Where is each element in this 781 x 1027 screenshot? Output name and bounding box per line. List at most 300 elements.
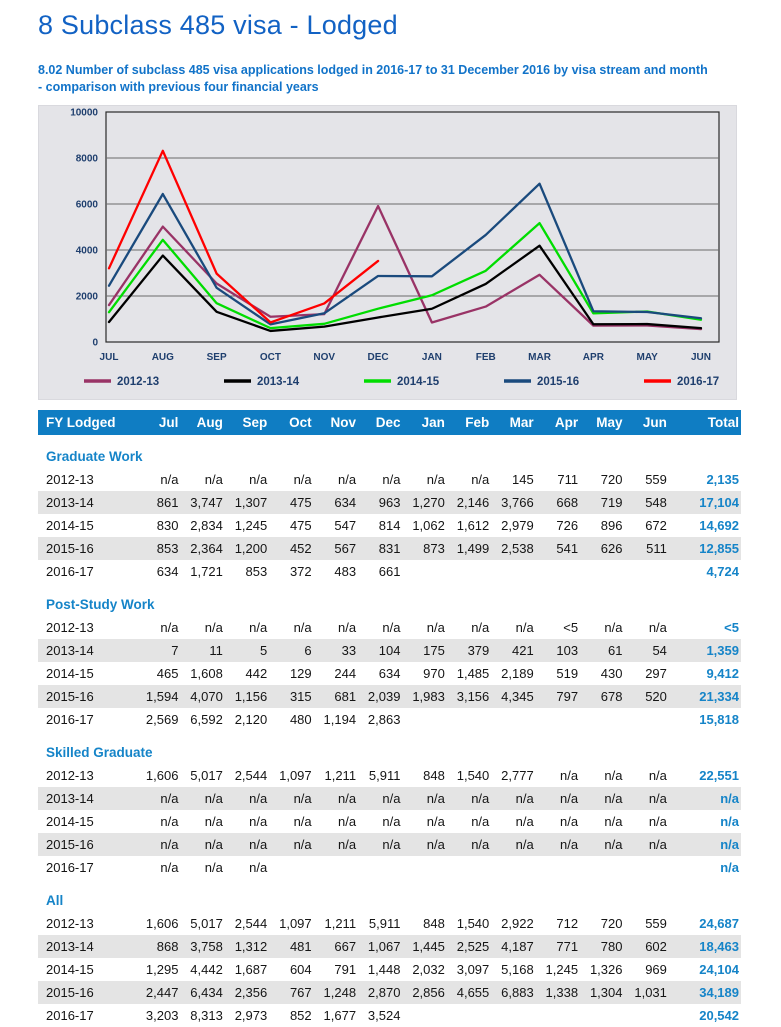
value-cell: n/a xyxy=(204,790,223,806)
column-header-oct: Oct xyxy=(275,410,319,435)
value-cell: 1,312 xyxy=(234,938,268,954)
total-cell: n/a xyxy=(720,836,739,852)
total-cell: 20,542 xyxy=(699,1007,739,1023)
value-cell: n/a xyxy=(382,813,401,829)
value-cell: 315 xyxy=(289,688,312,704)
value-cell: n/a xyxy=(382,619,401,635)
fy-cell: 2014-15 xyxy=(46,517,94,533)
value-cell: 104 xyxy=(378,642,401,658)
value-cell: 720 xyxy=(600,471,623,487)
x-axis-tick: OCT xyxy=(259,351,282,363)
fy-cell: 2012-13 xyxy=(46,619,94,635)
value-cell: n/a xyxy=(515,790,534,806)
fy-cell: 2013-14 xyxy=(46,938,94,954)
value-cell: n/a xyxy=(648,836,667,852)
value-cell: n/a xyxy=(382,790,401,806)
value-cell: 604 xyxy=(289,961,312,977)
x-axis-tick: SEP xyxy=(206,351,227,363)
value-cell: 634 xyxy=(334,494,357,510)
value-cell: 520 xyxy=(645,688,667,704)
table-row xyxy=(38,491,741,514)
value-cell: 1,677 xyxy=(323,1007,357,1023)
value-cell: 2,189 xyxy=(501,665,534,681)
value-cell xyxy=(631,856,675,879)
value-cell xyxy=(586,560,630,583)
value-cell: n/a xyxy=(337,836,357,852)
value-cell: 963 xyxy=(378,494,401,510)
column-header-dec: Dec xyxy=(364,410,408,435)
value-cell: 1,245 xyxy=(545,961,579,977)
value-cell: n/a xyxy=(515,619,534,635)
value-cell: 2,544 xyxy=(234,767,268,783)
total-cell: 15,818 xyxy=(699,711,739,727)
value-cell: 873 xyxy=(423,540,445,556)
value-cell: 1,200 xyxy=(234,540,268,556)
value-cell: 1,612 xyxy=(456,517,490,533)
value-cell: n/a xyxy=(249,619,268,635)
value-cell: n/a xyxy=(160,471,179,487)
value-cell: 5,911 xyxy=(368,915,401,931)
value-cell: 853 xyxy=(245,563,268,579)
table-row xyxy=(38,616,741,639)
value-cell: n/a xyxy=(471,471,490,487)
value-cell: 421 xyxy=(511,642,534,658)
value-cell xyxy=(408,708,452,731)
value-cell: 848 xyxy=(423,915,445,931)
value-cell: 602 xyxy=(645,938,667,954)
fy-cell: 2015-16 xyxy=(46,540,94,556)
value-cell: 3,097 xyxy=(456,961,490,977)
value-cell: n/a xyxy=(382,836,401,852)
y-axis-tick: 0 xyxy=(92,337,98,349)
value-cell: 297 xyxy=(645,665,667,681)
value-cell: n/a xyxy=(560,790,579,806)
value-cell: 667 xyxy=(334,938,357,954)
value-cell: 726 xyxy=(556,517,579,533)
value-cell: 2,973 xyxy=(234,1007,268,1023)
value-cell: n/a xyxy=(337,619,357,635)
value-cell xyxy=(320,856,364,879)
value-cell: 7 xyxy=(171,642,179,658)
value-cell: 853 xyxy=(156,540,179,556)
x-axis-tick: AUG xyxy=(151,351,174,363)
section-row xyxy=(38,731,741,764)
section-row xyxy=(38,879,741,912)
value-cell: 4,070 xyxy=(190,688,223,704)
value-cell: n/a xyxy=(160,859,179,875)
value-cell: 4,345 xyxy=(501,688,534,704)
column-header-nov: Nov xyxy=(320,410,364,435)
value-cell: 780 xyxy=(600,938,623,954)
value-cell: <5 xyxy=(563,619,579,635)
value-cell: n/a xyxy=(160,813,179,829)
lodged-table-body xyxy=(38,435,741,1027)
value-cell: n/a xyxy=(648,790,667,806)
value-cell: 791 xyxy=(334,961,357,977)
value-cell xyxy=(497,708,541,731)
value-cell: 1,448 xyxy=(367,961,401,977)
fy-cell: 2012-13 xyxy=(46,915,94,931)
value-cell: n/a xyxy=(160,836,179,852)
value-cell: n/a xyxy=(204,836,223,852)
value-cell: n/a xyxy=(471,790,490,806)
value-cell: 3,156 xyxy=(456,688,490,704)
value-cell: 1,687 xyxy=(234,961,268,977)
value-cell: n/a xyxy=(560,813,579,829)
value-cell: 511 xyxy=(646,540,667,556)
value-cell: 1,594 xyxy=(145,688,179,704)
value-cell: n/a xyxy=(604,619,623,635)
table-row xyxy=(38,764,741,787)
value-cell: 372 xyxy=(289,563,312,579)
value-cell: 465 xyxy=(156,665,179,681)
value-cell: n/a xyxy=(249,813,268,829)
y-axis-tick: 2000 xyxy=(75,291,98,303)
value-cell: 868 xyxy=(156,938,179,954)
section-title: All xyxy=(38,879,741,912)
value-cell: 719 xyxy=(600,494,623,510)
value-cell: 452 xyxy=(289,540,312,556)
fy-cell: 2012-13 xyxy=(46,767,94,783)
value-cell: 475 xyxy=(289,494,312,510)
total-cell: 24,687 xyxy=(699,915,739,931)
legend-label-2015-16: 2015-16 xyxy=(537,375,580,388)
value-cell: n/a xyxy=(204,471,223,487)
value-cell: n/a xyxy=(426,790,445,806)
value-cell: 1,031 xyxy=(634,984,667,1000)
legend-label-2012-13: 2012-13 xyxy=(117,375,160,388)
value-cell: 2,856 xyxy=(412,984,445,1000)
total-cell: n/a xyxy=(720,813,739,829)
value-cell xyxy=(275,856,319,879)
value-cell: 634 xyxy=(156,563,179,579)
value-cell: 3,203 xyxy=(145,1007,179,1023)
value-cell: n/a xyxy=(515,836,534,852)
value-cell xyxy=(497,856,541,879)
value-cell xyxy=(453,1004,497,1027)
value-cell: n/a xyxy=(426,813,445,829)
value-cell: n/a xyxy=(471,619,490,635)
value-cell: 11 xyxy=(209,642,223,658)
table-row xyxy=(38,514,741,537)
section-title: Post-Study Work xyxy=(38,583,741,616)
value-cell: 2,870 xyxy=(367,984,401,1000)
value-cell xyxy=(497,560,541,583)
value-cell: 2,120 xyxy=(234,711,268,727)
value-cell xyxy=(453,560,497,583)
value-cell: 2,356 xyxy=(234,984,268,1000)
value-cell: n/a xyxy=(249,790,268,806)
figure-caption: 8.02 Number of subclass 485 visa applications lodged in 2016-17 to 31 December 2016 by visa stream and month - comparison with previous four financial years xyxy=(38,63,708,94)
table-row xyxy=(38,810,741,833)
value-cell: 830 xyxy=(156,517,179,533)
column-header-feb: Feb xyxy=(453,410,497,435)
value-cell: 145 xyxy=(511,471,534,487)
x-axis-tick: JUN xyxy=(690,351,712,363)
total-cell: 1,359 xyxy=(706,642,739,658)
fy-cell: 2014-15 xyxy=(46,961,94,977)
value-cell: 711 xyxy=(557,471,579,487)
value-cell: 661 xyxy=(378,563,401,579)
value-cell: 2,364 xyxy=(190,540,223,556)
value-cell: 681 xyxy=(334,688,357,704)
value-cell: 430 xyxy=(600,665,623,681)
column-header-jul: Jul xyxy=(142,410,186,435)
value-cell: 1,211 xyxy=(324,767,357,783)
value-cell: 1,194 xyxy=(323,711,357,727)
value-cell xyxy=(453,856,497,879)
table-row xyxy=(38,662,741,685)
total-cell: 14,692 xyxy=(699,517,739,533)
table-row xyxy=(38,468,741,491)
fy-cell: 2013-14 xyxy=(46,642,94,658)
fy-cell: 2015-16 xyxy=(46,836,94,852)
legend-label-2013-14: 2013-14 xyxy=(257,375,300,388)
value-cell: 1,499 xyxy=(456,540,490,556)
column-header-jun: Jun xyxy=(631,410,675,435)
value-cell: 2,777 xyxy=(501,767,534,783)
total-cell: 17,104 xyxy=(699,494,739,510)
value-cell: 2,979 xyxy=(501,517,534,533)
total-cell: 34,189 xyxy=(699,984,739,1000)
value-cell: 6,883 xyxy=(501,984,534,1000)
value-cell: 712 xyxy=(556,915,579,931)
value-cell: n/a xyxy=(426,471,445,487)
total-cell: 12,855 xyxy=(699,540,739,556)
value-cell: 848 xyxy=(423,767,445,783)
table-row xyxy=(38,958,741,981)
value-cell: 2,039 xyxy=(367,688,401,704)
value-cell xyxy=(453,708,497,731)
value-cell: n/a xyxy=(293,619,312,635)
table-row xyxy=(38,833,741,856)
value-cell: 896 xyxy=(600,517,623,533)
total-cell: 24,104 xyxy=(699,961,739,977)
legend-label-2014-15: 2014-15 xyxy=(397,375,440,388)
value-cell: 2,146 xyxy=(456,494,490,510)
value-cell: n/a xyxy=(471,813,490,829)
table-row xyxy=(38,787,741,810)
value-cell: 2,447 xyxy=(145,984,179,1000)
value-cell: n/a xyxy=(160,790,179,806)
value-cell: 519 xyxy=(556,665,579,681)
value-cell xyxy=(364,856,408,879)
value-cell: 547 xyxy=(334,517,357,533)
value-cell: 1,721 xyxy=(190,563,223,579)
value-cell: 2,834 xyxy=(190,517,223,533)
value-cell: n/a xyxy=(337,471,357,487)
value-cell: 8,313 xyxy=(190,1007,223,1023)
value-cell: 2,538 xyxy=(501,540,534,556)
x-axis-tick: FEB xyxy=(475,351,496,363)
value-cell: 54 xyxy=(652,642,667,658)
value-cell xyxy=(631,1004,675,1027)
value-cell: 672 xyxy=(645,517,667,533)
value-cell: 1,156 xyxy=(234,688,268,704)
table-row xyxy=(38,708,741,731)
value-cell: 1,211 xyxy=(324,915,357,931)
table-row xyxy=(38,912,741,935)
y-axis-tick: 6000 xyxy=(75,199,98,211)
value-cell: n/a xyxy=(648,813,667,829)
section-row xyxy=(38,435,741,468)
value-cell: 244 xyxy=(334,665,357,681)
value-cell: n/a xyxy=(293,471,312,487)
value-cell: 634 xyxy=(378,665,401,681)
total-cell: 9,412 xyxy=(706,665,739,681)
value-cell: 541 xyxy=(556,540,579,556)
total-cell: 18,463 xyxy=(699,938,739,954)
value-cell: n/a xyxy=(426,836,445,852)
value-cell: 2,863 xyxy=(367,711,401,727)
value-cell: n/a xyxy=(515,813,534,829)
value-cell: 678 xyxy=(600,688,623,704)
x-axis-tick: MAR xyxy=(528,351,551,363)
value-cell: 1,326 xyxy=(589,961,623,977)
section-title: Skilled Graduate xyxy=(38,731,741,764)
column-header-total: Total xyxy=(675,410,741,435)
value-cell: 1,307 xyxy=(234,494,268,510)
value-cell xyxy=(586,1004,630,1027)
fy-cell: 2013-14 xyxy=(46,494,94,510)
value-cell: 1,067 xyxy=(367,938,401,954)
total-cell: n/a xyxy=(720,790,739,806)
page-title: 8 Subclass 485 visa - Lodged xyxy=(38,10,398,40)
value-cell: n/a xyxy=(560,767,579,783)
value-cell: 548 xyxy=(645,494,667,510)
column-header-fy-lodged: FY Lodged xyxy=(38,410,142,435)
value-cell: 797 xyxy=(556,688,579,704)
value-cell: n/a xyxy=(471,836,490,852)
x-axis-tick: DEC xyxy=(367,351,389,363)
value-cell: 442 xyxy=(245,665,268,681)
table-row xyxy=(38,685,741,708)
value-cell: 3,524 xyxy=(367,1007,401,1023)
legend-label-2016-17: 2016-17 xyxy=(677,375,720,388)
column-header-sep: Sep xyxy=(231,410,275,435)
value-cell xyxy=(586,856,630,879)
value-cell: 626 xyxy=(600,540,623,556)
table-row xyxy=(38,856,741,879)
value-cell: 720 xyxy=(600,915,623,931)
value-cell: 1,485 xyxy=(456,665,490,681)
value-cell: 481 xyxy=(289,938,312,954)
value-cell: 5 xyxy=(260,642,268,658)
value-cell xyxy=(408,560,452,583)
value-cell: 567 xyxy=(334,540,357,556)
y-axis-tick: 8000 xyxy=(75,153,98,165)
value-cell: n/a xyxy=(204,813,223,829)
value-cell: 483 xyxy=(334,563,357,579)
value-cell: 3,766 xyxy=(501,494,534,510)
total-cell: 22,551 xyxy=(699,767,739,783)
value-cell: n/a xyxy=(426,619,445,635)
y-axis-tick: 4000 xyxy=(75,245,98,257)
value-cell: 2,569 xyxy=(145,711,179,727)
fy-cell: 2014-15 xyxy=(46,813,94,829)
value-cell: 5,017 xyxy=(190,915,223,931)
value-cell: 4,187 xyxy=(501,938,534,954)
lodged-table xyxy=(38,410,741,1027)
x-axis-tick: JUL xyxy=(99,351,119,363)
value-cell: 4,442 xyxy=(190,961,223,977)
value-cell: n/a xyxy=(337,813,357,829)
x-axis-tick: APR xyxy=(582,351,604,363)
value-cell: 6 xyxy=(304,642,312,658)
value-cell: 559 xyxy=(645,915,667,931)
value-cell: 5,911 xyxy=(368,767,401,783)
value-cell: 2,525 xyxy=(456,938,490,954)
value-cell: 3,747 xyxy=(190,494,223,510)
value-cell: 61 xyxy=(608,642,623,658)
column-header-mar: Mar xyxy=(497,410,541,435)
value-cell: n/a xyxy=(204,619,223,635)
fy-cell: 2016-17 xyxy=(46,711,94,727)
section-row xyxy=(38,583,741,616)
value-cell: n/a xyxy=(604,836,623,852)
value-cell xyxy=(497,1004,541,1027)
value-cell: 831 xyxy=(378,540,401,556)
value-cell: 1,097 xyxy=(279,915,312,931)
table-row xyxy=(38,537,741,560)
value-cell: n/a xyxy=(249,836,268,852)
value-cell xyxy=(586,708,630,731)
column-header-apr: Apr xyxy=(542,410,586,435)
value-cell: 1,540 xyxy=(456,767,490,783)
value-cell: 1,338 xyxy=(545,984,579,1000)
value-cell: n/a xyxy=(604,767,623,783)
value-cell: 3,758 xyxy=(190,938,223,954)
x-axis-tick: MAY xyxy=(636,351,658,363)
table-row xyxy=(38,639,741,662)
column-header-jan: Jan xyxy=(408,410,452,435)
value-cell xyxy=(542,708,586,731)
value-cell: n/a xyxy=(648,619,667,635)
lodged-line-chart xyxy=(39,106,736,399)
value-cell: n/a xyxy=(160,619,179,635)
value-cell: 814 xyxy=(378,517,401,533)
value-cell: 2,032 xyxy=(412,961,445,977)
fy-cell: 2013-14 xyxy=(46,790,94,806)
value-cell: n/a xyxy=(648,767,667,783)
value-cell xyxy=(542,560,586,583)
value-cell: n/a xyxy=(293,813,312,829)
value-cell xyxy=(631,708,675,731)
value-cell: n/a xyxy=(249,471,268,487)
value-cell: 2,544 xyxy=(234,915,268,931)
fy-cell: 2012-13 xyxy=(46,471,94,487)
value-cell: 6,434 xyxy=(190,984,223,1000)
value-cell: 33 xyxy=(341,642,357,658)
value-cell: n/a xyxy=(337,790,357,806)
value-cell: 1,248 xyxy=(323,984,357,1000)
value-cell: n/a xyxy=(293,790,312,806)
value-cell: 103 xyxy=(556,642,579,658)
value-cell: 559 xyxy=(645,471,667,487)
fy-cell: 2015-16 xyxy=(46,984,94,1000)
value-cell: 1,295 xyxy=(145,961,179,977)
value-cell: 1,606 xyxy=(145,915,179,931)
total-cell: <5 xyxy=(724,619,739,635)
value-cell: 1,606 xyxy=(145,767,179,783)
plot-area xyxy=(106,112,719,342)
value-cell: 1,097 xyxy=(279,767,312,783)
value-cell: 969 xyxy=(645,961,667,977)
total-cell: 4,724 xyxy=(706,563,739,579)
column-header-may: May xyxy=(586,410,630,435)
value-cell xyxy=(631,560,675,583)
value-cell xyxy=(542,1004,586,1027)
